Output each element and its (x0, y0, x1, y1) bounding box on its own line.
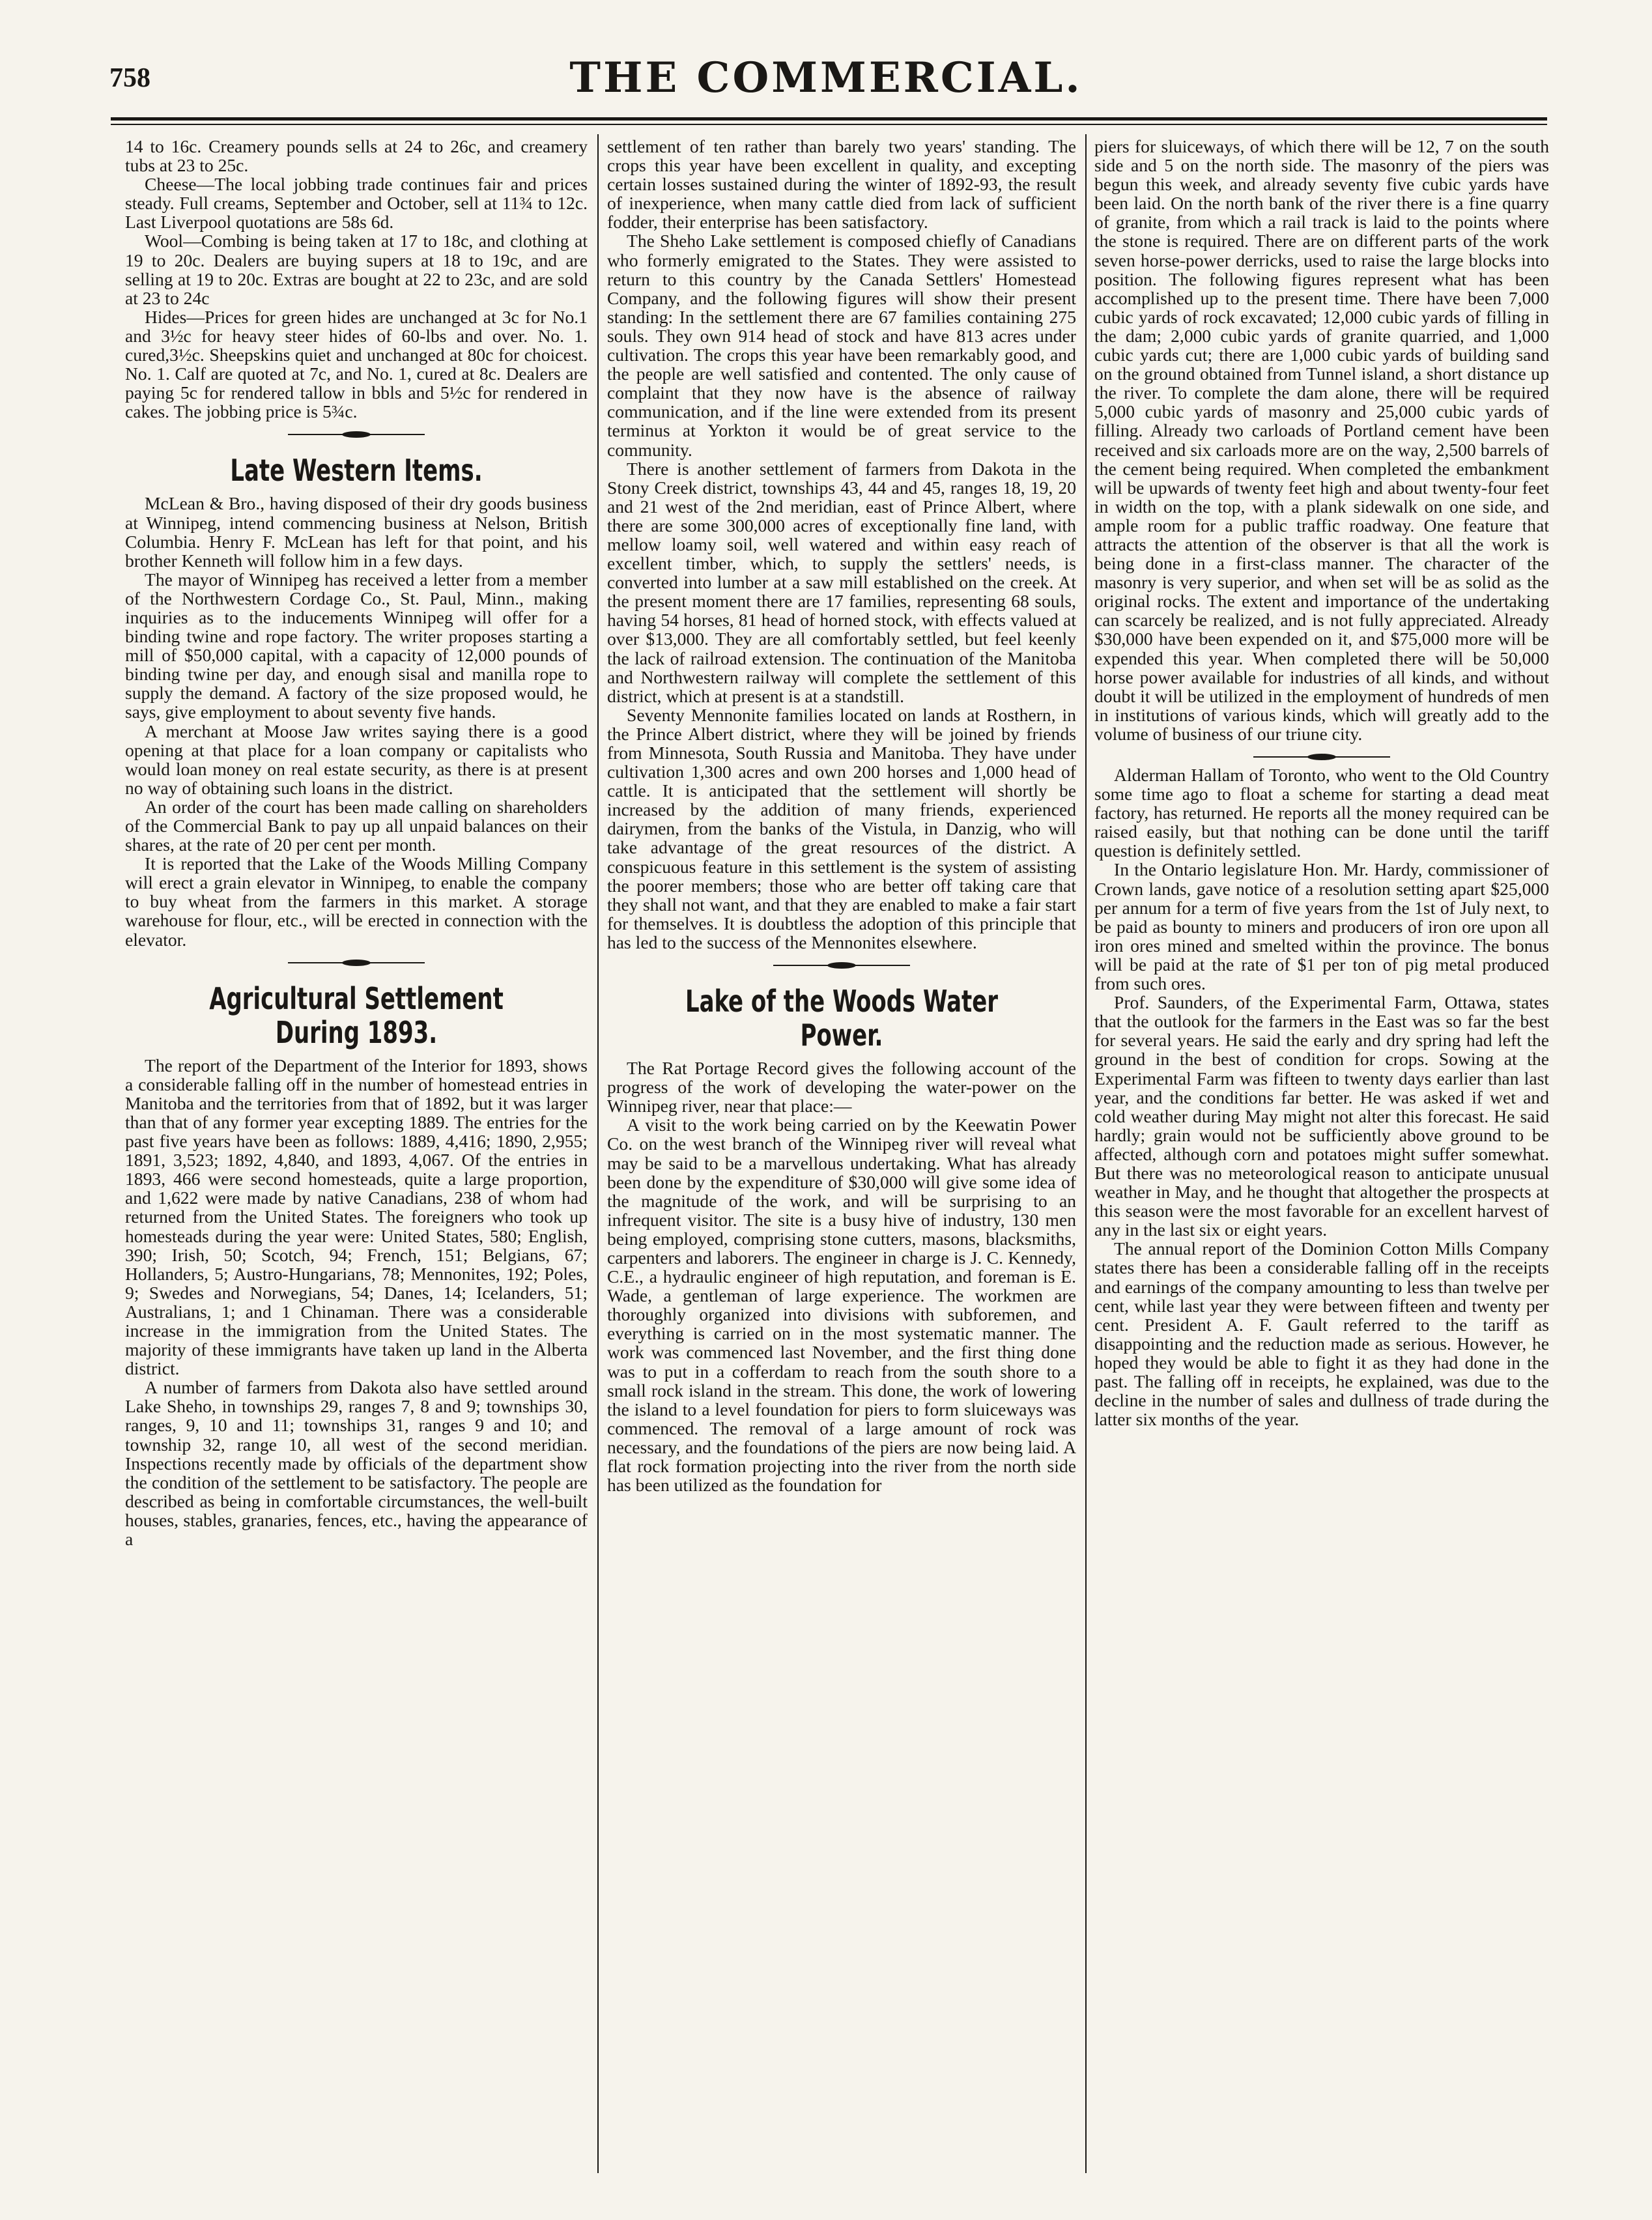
article-paragraph: Hides—Prices for green hides are unchanged at 3c for No.1 and 3½c for heavy steer hides of 60-lbs and over. No. 1. cured,3½c. Sheepskins quiet and unchanged at 80c for choicest. No. 1. Calf are quoted at 7c, and No. 1, cured at 8c. Dealers are paying 5c for rendered tallow in bbls and 5½c for rendered in cakes. The jobbing price is 5¾c. (125, 306, 588, 422)
header-rule-thick (111, 117, 1547, 121)
article-paragraph: A visit to the work being carried on by the Keewatin Power Co. on the west branch of the Winnipeg river will reveal what may be said to be a marvellous undertaking. What has already been done by the expenditure of $30,000 will give some idea of the magnitude of the work, and will be surprising to an infrequent visitor. The site is a busy hive of industry, 130 men being employed, comprising stone cutters, masons, blacksmiths, carpenters and laborers. The engineer in charge is J. C. Kennedy, C.E., a hydraulic engineer of high reputation, and foreman is E. Wade, a gentleman of large experience. The workmen are thoroughly organized into divisions with subforemen, and everything is carried on in the most systematic manner. The work was commenced last November, and the first thing done was to put in a cofferdam to reach from the south shore to a small rock island in the stream. This done, the work of lowering the island to a level foundation for piers to form sluiceways was commenced. The removal of a large amount of rock was necessary, and the foundations of the piers are now being laid. A flat rock formation projecting into the river from the north side has been utilized as the foundation for (607, 1115, 1076, 1496)
article-paragraph: The Rat Portage Record gives the following account of the progress of the work of developing the water-power on the Winnipeg river, near that place:— (607, 1058, 1076, 1117)
column-1 (125, 137, 588, 2182)
headline-late-western-items: Late Western Items. (230, 453, 483, 489)
article-paragraph: It is reported that the Lake of the Woods Milling Company will erect a grain elevator in Winnipeg, to enable the company to buy wheat from the farmers in this market. A storage warehouse for flour, etc., will be erected in connection with the elevator. (125, 853, 588, 950)
article-paragraph: Cheese—The local jobbing trade continues fair and prices steady. Full creams, September and October, sell at 11¾ to 12c. Last Liverpool quotations are 58s 6d. (125, 174, 588, 233)
section-divider-ornament (288, 430, 425, 439)
article-paragraph: piers for sluiceways, of which there will be 12, 7 on the south side and 5 on the north side. The masonry of the piers was begun this week, and already seventy five cubic yards have been laid. On the north bank of the river there is a fine quarry of granite, from which a rail track is laid to the points where the stone is required. There are on different parts of the work seven horse-power derricks, used to raise the large blocks into position. The following figures represent what has been accomplished up to the present time. There have been 7,000 cubic yards of rock excavated; 12,000 cubic yards of filling in the dam; 2,000 cubic yards of granite quarried, and 1,000 cubic yards cut; there are 1,000 cubic yards of building sand on the ground obtained from Tunnel island, a short distance up the river. To complete the dam alone, there will be required 5,000 cubic yards of masonry and 25,000 cubic yards of filling. Already two carloads of Portland cement have been received and six carloads more are on the way, 2,500 barrels of the cement being required. When completed the embankment will be upwards of twenty feet high and about twenty-four feet in width on the top, with a plank sidewalk on one side, and ample room for a public traffic roadway. One feature that attracts the attention of the observer is that all the work is being done in a first-class manner. The character of the masonry is very superior, and when set will be as solid as the original rocks. The extent and importance of the undertaking can scarcely be realized, and is not fully appreciated. Already $30,000 have been expended on it, and $75,000 more will be expended this year. When completed there will be 50,000 horse power available for industries of all kinds, and without doubt it will be utilized in the employment of hundreds of men in institutions of various kinds, which will greatly add to the volume of business of our triune city. (1094, 137, 1549, 744)
article-paragraph: The annual report of the Dominion Cotton Mills Company states there has been a considerable falling off in the receipts and earnings of the company amounting to less than twelve per cent, while last year they were between fifteen and twenty per cent. President A. F. Gault referred to the tariff as disappointing and the reduction made as serious. However, he hoped they would be able to fight it as they had done in the past. The falling off in receipts, he explained, was due to the decline in the number of sales and dullness of trade during the latter six months of the year. (1094, 1238, 1549, 1430)
article-paragraph: Prof. Saunders, of the Experimental Farm, Ottawa, states that the outlook for the farmers in the East was so far the best for several years. He said the early and dry spring had left the ground in the best of condition for crops. Sowing at the Experimental Farm was fifteen to twenty days earlier than last year, and the conditions far better. He was asked if wet and cold weather during May might not alter this forecast. He said hardly; grain would not be sufficiently above ground to be affected, although corn and potatoes might suffer somewhat. But there was no meteorological reason to anticipate unusual weather in May, and he thought that altogether the prospects at this season were the most favorable for an excellent harvest of any in the last six or eight years. (1094, 992, 1549, 1240)
headline-agricultural-settlement: Agricultural Settlement During 1893. (209, 980, 504, 1050)
article-paragraph: An order of the court has been made calling on shareholders of the Commercial Bank to pay up all unpaid balances on their shares, at the rate of 20 per cent per month. (125, 796, 588, 855)
article-paragraph: Wool—Combing is being taken at 17 to 18c, and clothing at 19 to 20c. Dealers are buying supers at 18 to 19c, and are selling at 19 to 20c. Extras are bought at 22 to 23c, and are sold at 23 to 24c (125, 231, 588, 308)
column-2 (607, 137, 1076, 2182)
article-paragraph: The mayor of Winnipeg has received a letter from a member of the Northwestern Cordage Co., St. Paul, Minn., making inquiries as to the inducements Winnipeg will offer for a binding twine and rope factory. The writer proposes starting a mill of $50,000 capital, with a capacity of 12,000 pounds of binding twine per day, and enough sisal and manilla rope to supply the demand. A factory of the size proposed would, he says, give employment to about seventy five hands. (125, 569, 588, 722)
article-paragraph: In the Ontario legislature Hon. Mr. Hardy, commissioner of Crown lands, gave notice of a resolution setting apart $25,000 per annum for a term of five years from the 1st of July next, to be paid as bounty to miners and producers of iron ore upon all iron ores mined and smelted within the province. The bonus will be paid at the rate of $1 per ton of pig metal produced from such ores. (1094, 859, 1549, 994)
column-divider-2 (1085, 134, 1087, 2173)
article-paragraph: 14 to 16c. Creamery pounds sells at 24 to 26c, and creamery tubs at 23 to 25c. (125, 137, 588, 176)
article-paragraph: McLean & Bro., having disposed of their dry goods business at Winnipeg, intend commencing business at Nelson, British Columbia. Henry F. McLean has left for that point, and his brother Kenneth will follow him in a few days. (125, 493, 588, 571)
article-paragraph: The report of the Department of the Interior for 1893, shows a considerable falling off in the number of homestead entries in Manitoba and the territories from that of 1892, but it was larger than that of any former year excepting 1889. The entries for the past five years have been as follows: 1889, 4,416; 1890, 2,955; 1891, 3,523; 1892, 4,840, and 1893, 4,067. Of the entries in 1893, 466 were second homesteads, quite a large proportion, and 1,622 were made by native Canadians, 238 of whom had returned from the United States. The foreigners who took up homesteads during the year were: United States, 580; English, 390; Irish, 50; Scotch, 94; French, 151; Belgians, 67; Hollanders, 5; Austro-Hungarians, 78; Mennonites, 192; Poles, 9; Swedes and Norwegians, 54; Danes, 14; Icelanders, 51; Australians, 1; and 1 Chinaman. There was a considerable increase in the immigration from the United States. The majority of these immigrants have taken up land in the Alberta district. (125, 1055, 588, 1379)
article-paragraph: The Sheho Lake settlement is composed chiefly of Canadians who formerly emigrated to the States. They were assisted to return to this country by the Canada Settlers' Homestead Company, and the following figures will show their present standing: In the settlement there are 67 families containing 275 souls. They own 914 head of stock and have 813 acres under cultivation. The crops this year have been remarkably good, and the people are well satisfied and contented. The only cause of complaint that they now have is the absence of railway communication, and if the line were extended from its present terminus at Yorkton it would be of great service to the community. (607, 231, 1076, 460)
article-paragraph: There is another settlement of farmers from Dakota in the Stony Creek district, townships 43, 44 and 45, ranges 18, 19, 20 and 21 west of the 2nd meridian, east of Prince Albert, where there are some 300,000 acres of exceptionally fine land, with mellow loamy soil, well watered and within easy reach of excellent timber, which, to supply the settlers' needs, is converted into lumber at a saw mill established on the creek. At the present moment there are 17 families, representing 68 souls, having 54 horses, 81 head of horned stock, with effects valued at over $13,000. They are all comfortably settled, but feel keenly the lack of railroad extension. The continuation of the Manitoba and Northwestern railway will complete the settlement of this district, which at present is at a standstill. (607, 458, 1076, 706)
section-divider-ornament (288, 958, 425, 967)
header-rule-thin (111, 124, 1547, 125)
page-number: 758 (109, 63, 150, 93)
column-divider-1 (597, 134, 599, 2173)
article-paragraph: A merchant at Moose Jaw writes saying there is a good opening at that place for a loan company or capitalists who would loan money on real estate security, as there is at present no way of obtaining such loans in the district. (125, 720, 588, 798)
section-divider-ornament (773, 961, 910, 970)
masthead-title: THE COMMERCIAL. (569, 53, 1083, 102)
article-paragraph: Seventy Mennonite families located on lands at Rosthern, in the Prince Albert district, where they will be joined by friends from Minnesota, South Russia and Manitoba. They have under cultivation 1,300 acres and own 200 horses and 1,000 head of cattle. It is anticipated that the settlement will shortly be increased by the addition of many friends, experienced dairymen, from the banks of the Vistula, in Danzig, who will take advantage of the great resources of the district. A conspicuous feature in this settlement is the system of assisting the poorer members; those who are better off taking care that they shall not want, and that they are enabled to make a fair start for themselves. It is doubtless the adoption of this principle that has led to the success of the Mennonites elsewhere. (607, 704, 1076, 952)
article-paragraph: settlement of ten rather than barely two years' standing. The crops this year have been excellent in quality, and excepting certain losses sustained during the winter of 1892-93, the result of inexperience, when many cattle died from lack of sufficient fodder, their enterprise has been satisfactory. (607, 137, 1076, 233)
column-3 (1094, 137, 1549, 2182)
section-divider-ornament (1253, 752, 1390, 761)
article-paragraph: A number of farmers from Dakota also have settled around Lake Sheho, in townships 29, ranges 7, 8 and 9; townships 30, ranges, 9, 10 and 11; townships 31, ranges 9 and 10; and township 32, range 10, all west of the second meridian. Inspections recently made by officials of the department show the condition of the settlement to be satisfactory. The people are described as being in comfortable circumstances, the well-built houses, stables, granaries, fences, etc., having the appearance of a (125, 1377, 588, 1549)
article-paragraph: Alderman Hallam of Toronto, who went to the Old Country some time ago to float a scheme for starting a dead meat factory, has returned. He reports all the money required can be raised easily, but that nothing can be done until the tariff question is definitely settled. (1094, 765, 1549, 861)
headline-lake-of-the-woods-water-power: Lake of the Woods Water Power. (685, 984, 999, 1053)
